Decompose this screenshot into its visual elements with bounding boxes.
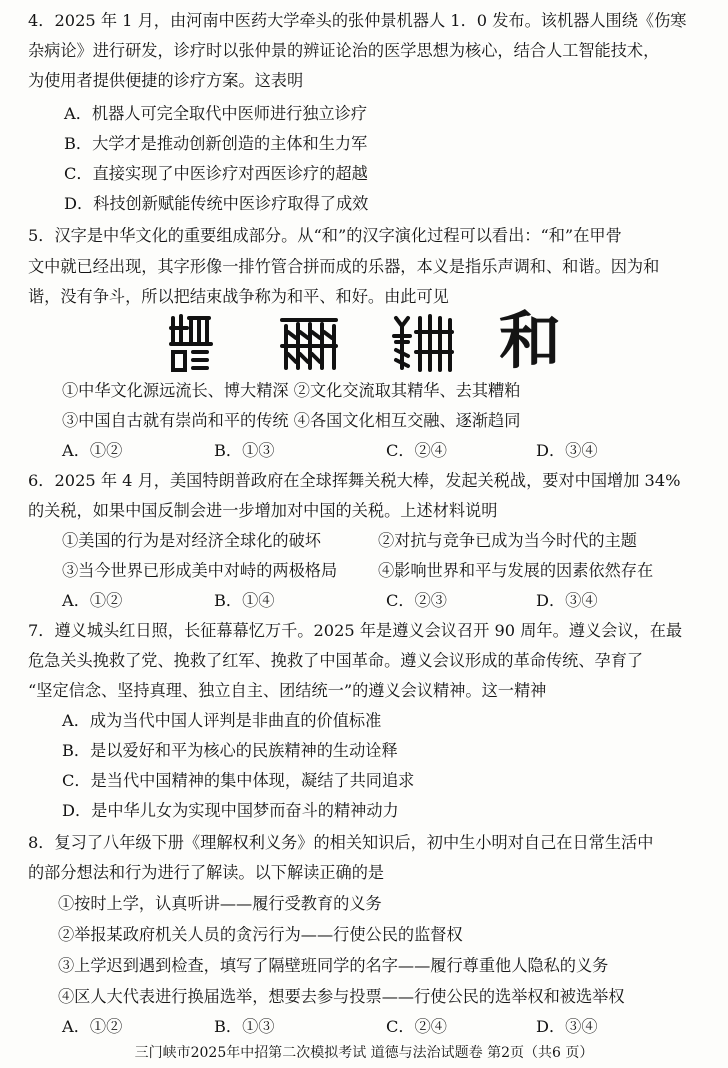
q6-choice-c: C．②③ bbox=[386, 591, 447, 610]
q4-stem-line-1: 4．2025 年 1 月，由河南中医药大学牵头的张仲景机器人 1．0 发布。该机器人围绕《伤寒 bbox=[28, 11, 687, 30]
q7-stem-line-3: “坚定信念、坚持真理、独立自主、团结统一”的遵义会议精神。这一精神 bbox=[28, 681, 547, 700]
q7-option-a: A．成为当代中国人评判是非曲直的价值标准 bbox=[62, 711, 382, 730]
q6-statement-3: ③当今世界已形成美中对峙的两极格局 bbox=[62, 561, 338, 580]
page-footer: 三门峡市2025年中招第二次模拟考试 道德与法治试题卷 第2页（共6 页） bbox=[134, 1045, 594, 1061]
q8-choice-d: D．③④ bbox=[536, 1017, 598, 1036]
q6-statement-4: ④影响世界和平与发展的因素依然存在 bbox=[378, 561, 654, 580]
q5-stem-line-1: 5．汉字是中华文化的重要组成部分。从“和”的汉字演化过程可以看出：“和”在甲骨 bbox=[28, 226, 622, 245]
bronze-he-glyph bbox=[278, 312, 340, 374]
q5-choice-c: C．②④ bbox=[386, 441, 447, 460]
q5-statements-line-1: ①中华文化源远流长、博大精深 ②文化交流取其精华、去其糟粕 bbox=[62, 381, 521, 400]
q6-statement-2: ②对抗与竞争已成为当今时代的主题 bbox=[378, 531, 637, 550]
q8-choice-b: B．①③ bbox=[214, 1017, 275, 1036]
q7-option-b: B．是以爱好和平为核心的民族精神的生动诠释 bbox=[62, 741, 398, 760]
q8-statement-3: ③上学迟到遇到检查，填写了隔壁班同学的名字——履行尊重他人隐私的义务 bbox=[58, 956, 609, 975]
regular-script-he-glyph: 和 bbox=[499, 304, 562, 377]
q8-choice-c: C．②④ bbox=[386, 1017, 447, 1036]
q7-option-c: C．是当代中国精神的集中体现，凝结了共同追求 bbox=[62, 771, 415, 790]
q6-choice-a: A．①② bbox=[62, 591, 123, 610]
q6-choices bbox=[62, 590, 622, 612]
seal-script-he-glyph bbox=[390, 312, 454, 374]
q4-option-c: C．直接实现了中医诊疗对西医诊疗的超越 bbox=[64, 164, 368, 183]
q8-statement-4: ④区人大代表进行换届选举，想要去参与投票——行使公民的选举权和被选举权 bbox=[58, 987, 625, 1006]
q4-stem-line-2: 杂病论》进行研发，诊疗时以张仲景的辨证论治的医学思想为核心，结合人工智能技术， bbox=[28, 41, 660, 60]
q5-choice-b: B．①③ bbox=[214, 441, 275, 460]
q7-option-d: D．是中华儿女为实现中国梦而奋斗的精神动力 bbox=[62, 801, 399, 820]
q6-stem-line-2: 的关税，如果中国反制会进一步增加对中国的关税。上述材料说明 bbox=[28, 501, 498, 520]
q5-choice-d: D．③④ bbox=[536, 441, 598, 460]
q7-stem-line-2: 危急关头挽救了党、挽救了红军、挽救了中国革命。遵义会议形成的革命传统、孕育了 bbox=[28, 651, 644, 670]
q8-statement-2: ②举报某政府机关人员的贪污行为——行使公民的监督权 bbox=[58, 925, 463, 944]
q5-choice-a: A．①② bbox=[62, 441, 123, 460]
q6-choice-d: D．③④ bbox=[536, 591, 598, 610]
q6-statement-1: ①美国的行为是对经济全球化的破坏 bbox=[62, 531, 321, 550]
q8-stem-line-1: 8．复习了八年级下册《理解权利义务》的相关知识后，初中生小明对自己在日常生活中 bbox=[28, 833, 654, 852]
q5-stem-line-3: 谐，没有争斗，所以把结束战争称为和平、和好。由此可见 bbox=[28, 287, 449, 306]
q6-choice-b: B．①④ bbox=[214, 591, 275, 610]
q8-stem-line-2: 的部分想法和行为进行了解读。以下解读正确的是 bbox=[28, 863, 385, 882]
q8-choices bbox=[62, 1016, 622, 1038]
q5-choices bbox=[62, 440, 622, 462]
q5-statements-line-2: ③中国自古就有崇尚和平的传统 ④各国文化相互交融、逐渐趋同 bbox=[62, 411, 521, 430]
q8-statement-1: ①按时上学，认真听讲——履行受教育的义务 bbox=[58, 894, 382, 913]
character-evolution-figure bbox=[165, 304, 565, 377]
q4-stem-line-3: 为使用者提供便捷的诊疗方案。这表明 bbox=[28, 71, 304, 90]
q5-stem-line-2: 文中就已经出现，其字形像一排竹管合拼而成的乐器，本义是指乐声调和、和谐。因为和 bbox=[28, 257, 660, 276]
q4-option-a: A．机器人可完全取代中医师进行独立诊疗 bbox=[64, 104, 368, 123]
q7-stem-line-1: 7．遵义城头红日照，长征幕幕忆万千。2025 年是遵义会议召开 90 周年。遵义会议，在最 bbox=[28, 621, 683, 640]
oracle-bone-he-glyph bbox=[165, 312, 225, 374]
q6-stem-line-1: 6．2025 年 4 月，美国特朗普政府在全球挥舞关税大棒，发起关税战，要对中国增加 34% bbox=[28, 471, 681, 490]
q4-option-b: B．大学才是推动创新创造的主体和生力军 bbox=[64, 134, 368, 153]
q8-choice-a: A．①② bbox=[62, 1017, 123, 1036]
q4-option-d: D．科技创新赋能传统中医诊疗取得了成效 bbox=[64, 194, 369, 213]
